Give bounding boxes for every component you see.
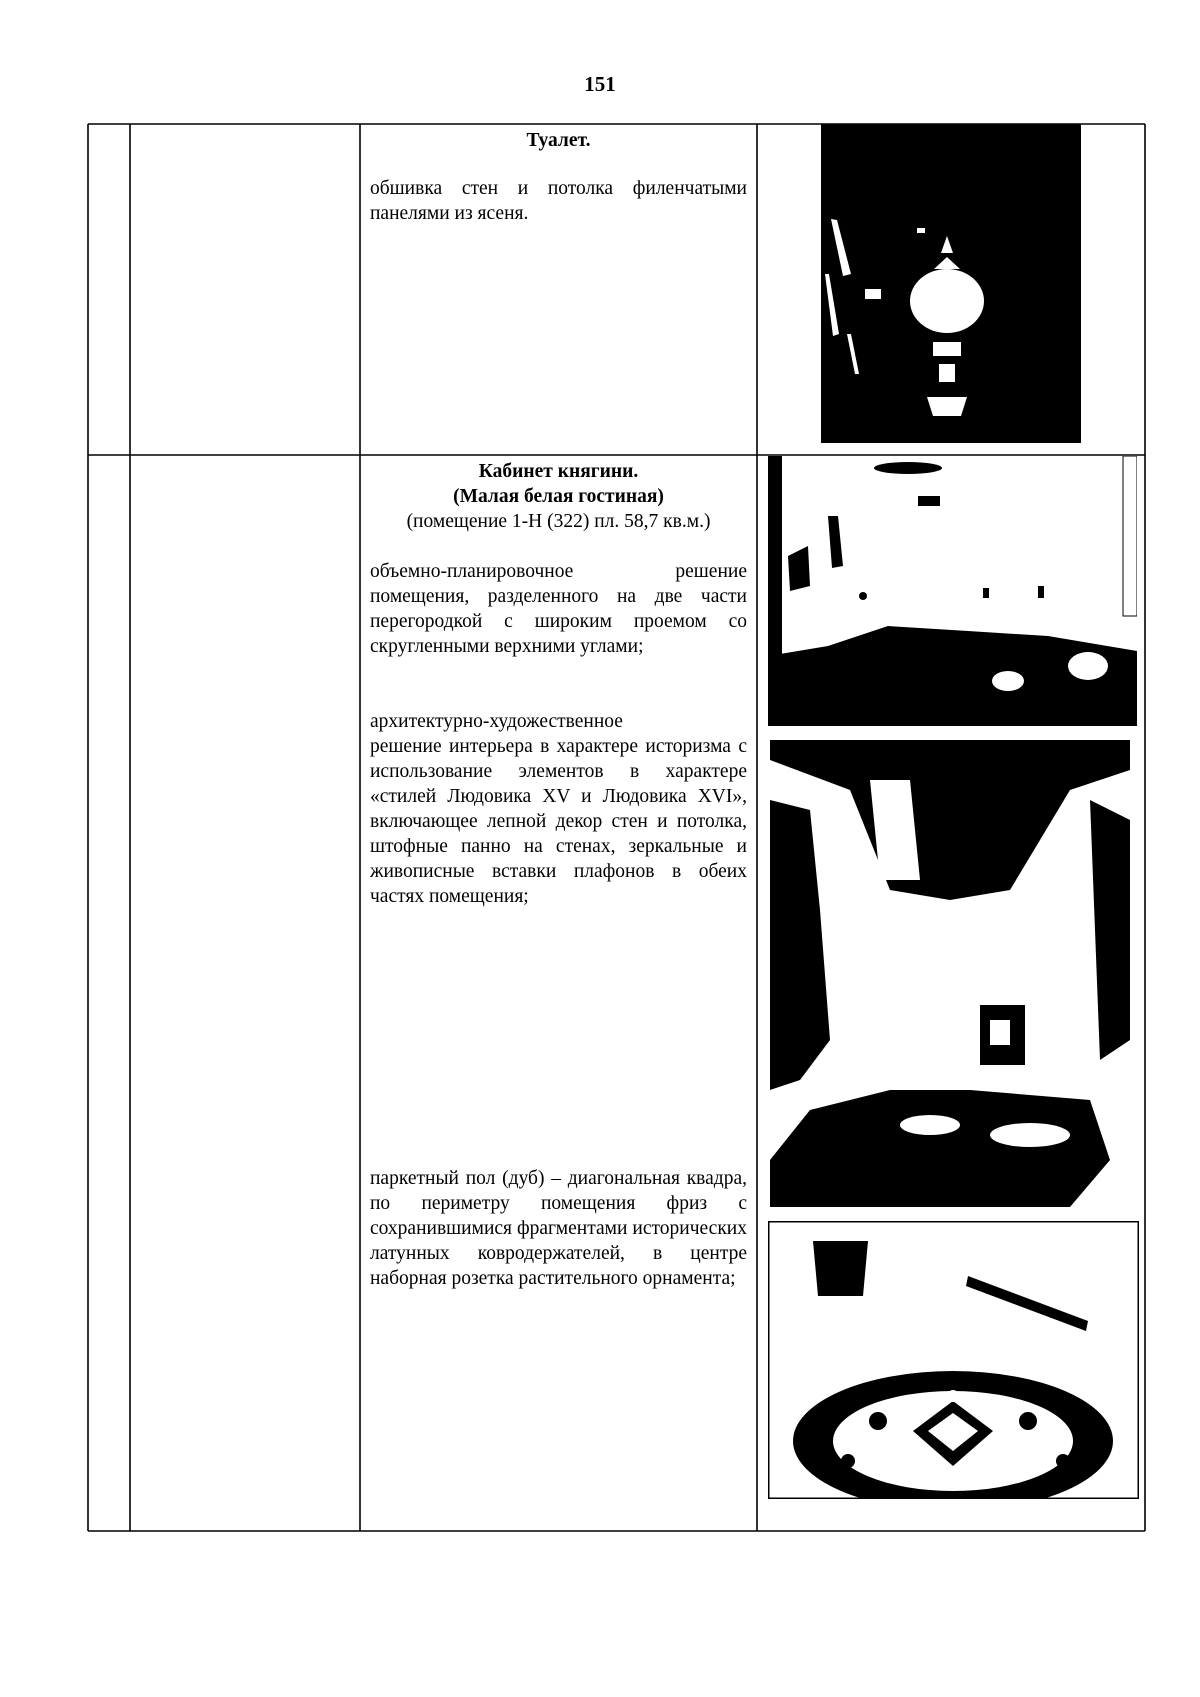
page-number: 151: [584, 72, 616, 96]
toilet-description: [370, 176, 747, 226]
floor-description: [370, 1166, 747, 1291]
interior-description-first-line: архитектурно-художественное: [370, 711, 623, 732]
layout-paragraph: объемно-планировочное решение помещения, разделенного на две части перегородкой с широким проемом со скругленными верхними углами;: [370, 561, 747, 657]
section-title-toilet: Туалет.: [526, 130, 591, 151]
section-title-cabinet-alt: (Малая белая гостиная): [453, 486, 664, 507]
interior-paragraph: решение интерьера в характере историзма с использование элементов в характере «стилей Людовика XV и Людовика XVI», включающее лепной декор стен и потолка, штофные панно на стенах, зеркальные и живописные вставки плафонов в обеих частях помещения;: [370, 736, 747, 907]
cabinet-layout-description: [370, 559, 747, 659]
toilet-paragraph: обшивка стен и потолка филенчатыми панелями из ясеня.: [370, 178, 747, 224]
photo-parquet-rosette: [768, 1221, 1139, 1499]
photo-cabinet-room: [768, 456, 1137, 726]
section-title-cabinet: Кабинет княгини.: [478, 461, 639, 482]
photo-cabinet-ceiling: [770, 740, 1130, 1207]
interior-description: [370, 734, 747, 909]
floor-paragraph: паркетный пол (дуб) – диагональная квадра, по периметру помещения фриз с сохранившимися фрагментами исторических латунных ковродержателей, в центре наборная розетка растительного орнамента;: [370, 1168, 747, 1289]
room-designation: (помещение 1-Н (322) пл. 58,7 кв.м.): [406, 511, 711, 532]
photo-toilet-lamp: [821, 124, 1081, 443]
